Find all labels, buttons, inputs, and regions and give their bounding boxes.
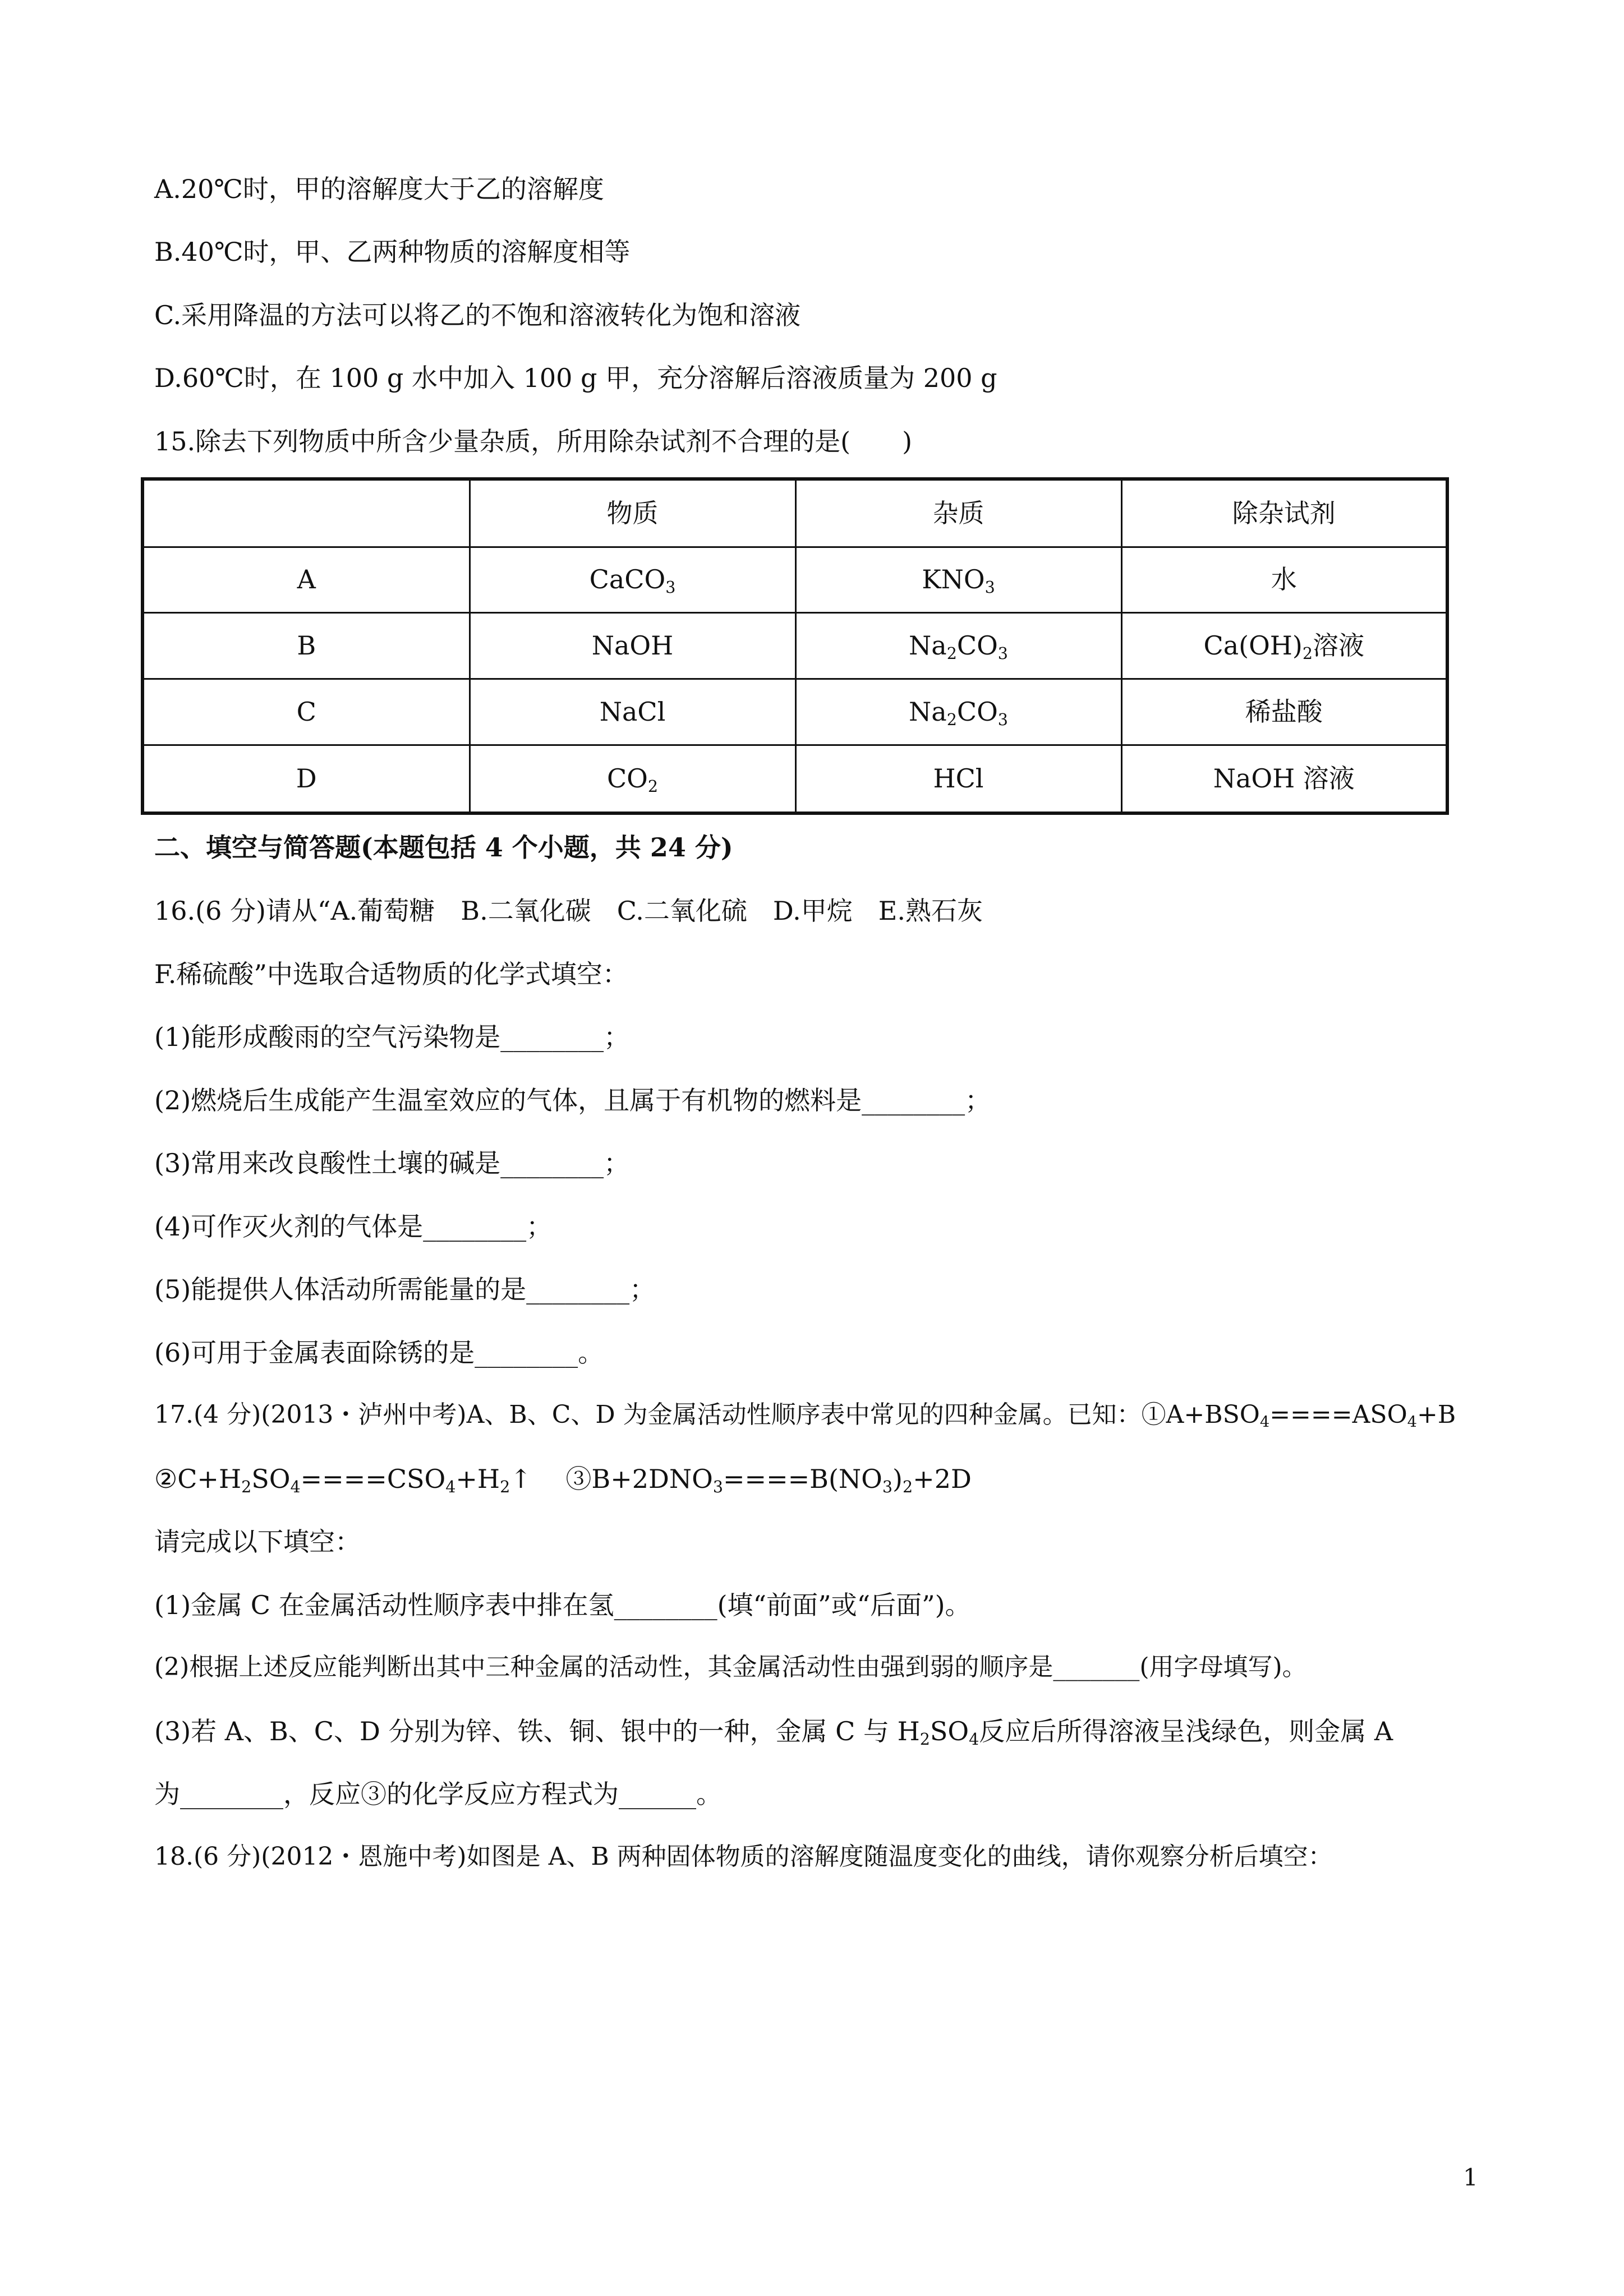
q14-option-a: A.20℃时，甲的溶解度大于乙的溶解度 <box>154 174 604 204</box>
q16-item-6: (6)可用于金属表面除锈的是________。 <box>154 1338 604 1368</box>
q17-item-2: (2)根据上述反应能判断出其中三种金属的活动性，其金属活动性由强到弱的顺序是_______(用字母填写)。 <box>154 1653 1307 1681</box>
q15-table <box>141 477 1449 815</box>
q16-item-1: (1)能形成酸雨的空气污染物是________； <box>154 1022 630 1052</box>
q16-item-2: (2)燃烧后生成能产生温室效应的气体，且属于有机物的燃料是________； <box>154 1085 991 1115</box>
q17-item-3-line1: (3)若 A、B、C、D 分别为锌、铁、铜、银中的一种，金属 C 与 $H_2SO_4$反应后所得溶液呈浅绿色，则金属 A <box>154 1716 1393 1749</box>
q14-option-b: B.40℃时，甲、乙两种物质的溶解度相等 <box>154 237 631 267</box>
q17-item-3-line2: 为________，反应③的化学反应方程式为______。 <box>154 1779 722 1809</box>
q16-stem-line2: F.稀硫酸”中选取合适物质的化学式填空： <box>154 959 628 989</box>
substance-cell: NaCl <box>470 679 795 745</box>
q14-option-c: C.采用降温的方法可以将乙的不饱和溶液转化为饱和溶液 <box>154 300 801 330</box>
table-row <box>142 679 1447 745</box>
impurity-cell: HCl <box>795 745 1121 813</box>
q16-item-3: (3)常用来改良酸性土壤的碱是________； <box>154 1148 630 1178</box>
reagent-cell: NaOH 溶液 <box>1121 745 1447 813</box>
row-label: B <box>142 613 470 679</box>
row-label: A <box>142 547 470 613</box>
table-header-row <box>142 479 1447 547</box>
substance-cell: NaOH <box>470 613 795 679</box>
q17-equations-line: $②C+H_2SO_4====CSO_4+H_2↑$ $③B+2DNO_3====B(NO_3)_2+2D$ <box>154 1464 972 1496</box>
impurity-cell: $Na_2CO_3$ <box>795 679 1121 745</box>
table-header-cell: 除杂试剂 <box>1121 479 1447 547</box>
row-label: D <box>142 745 470 813</box>
substance-cell: CaCO$_3$ <box>470 547 795 613</box>
row-label: C <box>142 679 470 745</box>
q14-option-d: D.60℃时，在 100 g 水中加入 100 g 甲，充分溶解后溶液质量为 200 g <box>154 363 997 393</box>
q17-prompt: 请完成以下填空： <box>154 1527 361 1557</box>
q16-stem-line1: 16.(6 分)请从“A.葡萄糖 B.二氧化碳 C.二氧化硫 D.甲烷 E.熟石灰 <box>154 896 983 926</box>
substance-cell: $CO_2$ <box>470 745 795 813</box>
q17-item-1: (1)金属 C 在金属活动性顺序表中排在氢________(填“前面”或“后面”)。 <box>154 1590 971 1620</box>
table-row <box>142 745 1447 813</box>
reagent-cell: 稀盐酸 <box>1121 679 1447 745</box>
q16-item-4: (4)可作灭火剂的气体是________； <box>154 1211 553 1242</box>
table-row <box>142 547 1447 613</box>
q16-item-5: (5)能提供人体活动所需能量的是________； <box>154 1274 656 1304</box>
section-heading: 二、填空与简答题(本题包括 4 个小题，共 24 分) <box>154 832 733 863</box>
reagent-cell: $Ca(OH)_2$溶液 <box>1121 613 1447 679</box>
impurity-cell: $KNO_3$ <box>795 547 1121 613</box>
q17-stem-line1: 17.(4 分)(2013・泸州中考)A、B、C、D 为金属活动性顺序表中常见的四种金属。已知：$①A+BSO_4====ASO_4+B$ <box>154 1400 1456 1431</box>
impurity-cell: $Na_2CO_3$ <box>795 613 1121 679</box>
q18-stem: 18.(6 分)(2012・恩施中考)如图是 A、B 两种固体物质的溶解度随温度变化的曲线，请你观察分析后填空： <box>154 1842 1333 1871</box>
q15-stem: 15.除去下列物质中所含少量杂质，所用除杂试剂不合理的是( ) <box>154 426 913 457</box>
table-header-cell: 杂质 <box>795 479 1121 547</box>
page-number: 1 <box>1463 2164 1478 2191</box>
table-header-cell: 物质 <box>470 479 795 547</box>
table-row <box>142 613 1447 679</box>
reagent-cell: 水 <box>1121 547 1447 613</box>
table-header-cell <box>142 479 470 547</box>
